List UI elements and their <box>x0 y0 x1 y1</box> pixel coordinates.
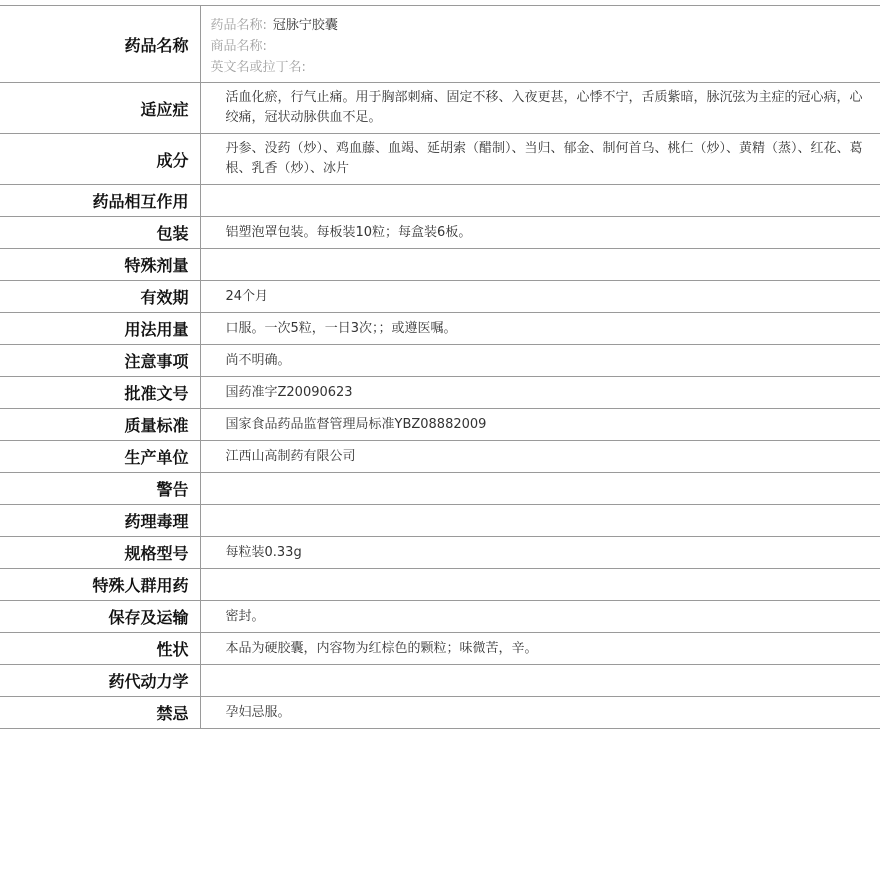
row-quality-standard <box>0 409 880 441</box>
row-specification <box>0 537 880 569</box>
generic-name-line <box>211 15 871 36</box>
row-label: 注意事项 <box>0 345 200 377</box>
row-value <box>200 569 880 601</box>
row-approval-number <box>0 377 880 409</box>
trade-name-key: 商品名称: <box>210 39 267 54</box>
row-usage-dosage <box>0 313 880 345</box>
row-label: 药理毒理 <box>0 505 200 537</box>
row-label: 包装 <box>0 217 200 249</box>
row-label: 用法用量 <box>0 313 200 345</box>
row-label: 规格型号 <box>0 537 200 569</box>
row-label: 质量标准 <box>0 409 200 441</box>
row-label: 警告 <box>0 473 200 505</box>
row-label: 适应症 <box>0 83 200 134</box>
row-label: 特殊剂量 <box>0 249 200 281</box>
row-ingredients <box>0 134 880 185</box>
row-manufacturer <box>0 441 880 473</box>
row-pharmacokinetics <box>0 665 880 697</box>
row-label: 保存及运输 <box>0 601 200 633</box>
latin-name-key: 英文名或拉丁名: <box>210 60 306 75</box>
row-special-dosage <box>0 249 880 281</box>
row-value: 孕妇忌服。 <box>200 697 880 729</box>
row-value: 口服。一次5粒，一日3次；；或遵医嘱。 <box>200 313 880 345</box>
row-value: 本品为硬胶囊，内容物为红棕色的颗粒；味微苦，辛。 <box>200 633 880 665</box>
row-label: 禁忌 <box>0 697 200 729</box>
row-indications <box>0 83 880 134</box>
row-label: 生产单位 <box>0 441 200 473</box>
row-precautions <box>0 345 880 377</box>
row-value: 国家食品药品监督管理局标准YBZ08882009 <box>200 409 880 441</box>
row-label: 特殊人群用药 <box>0 569 200 601</box>
row-contraindications <box>0 697 880 729</box>
drug-name-cell <box>200 6 880 83</box>
row-label: 成分 <box>0 134 200 185</box>
row-value <box>200 505 880 537</box>
row-shelf-life <box>0 281 880 313</box>
row-value: 每粒装0.33g <box>200 537 880 569</box>
row-value: 铝塑泡罩包装。每板装10粒；每盒装6板。 <box>200 217 880 249</box>
row-value: 密封。 <box>200 601 880 633</box>
trade-name-line <box>211 36 871 57</box>
row-pharmacology-toxicology <box>0 505 880 537</box>
row-label: 性状 <box>0 633 200 665</box>
row-value: 丹参、没药（炒）、鸡血藤、血竭、延胡索（醋制）、当归、郁金、制何首乌、桃仁（炒）、黄精（蒸）、红花、葛根、乳香（炒）、冰片 <box>200 134 880 185</box>
row-value: 国药准字Z20090623 <box>200 377 880 409</box>
row-label: 批准文号 <box>0 377 200 409</box>
row-interactions <box>0 185 880 217</box>
row-value: 24个月 <box>200 281 880 313</box>
row-label: 药代动力学 <box>0 665 200 697</box>
row-value <box>200 473 880 505</box>
generic-name-value: 冠脉宁胶囊 <box>272 18 338 33</box>
row-label: 有效期 <box>0 281 200 313</box>
row-value <box>200 249 880 281</box>
row-description <box>0 633 880 665</box>
row-packaging <box>0 217 880 249</box>
row-warning <box>0 473 880 505</box>
drug-info-table <box>0 5 880 729</box>
row-label: 药品相互作用 <box>0 185 200 217</box>
latin-name-line <box>211 57 871 78</box>
generic-name-key: 药品名称: <box>210 18 267 33</box>
row-storage-transport <box>0 601 880 633</box>
row-value: 活血化瘀，行气止痛。用于胸部刺痛、固定不移、入夜更甚，心悸不宁，舌质紫暗，脉沉弦为主症的冠心病，心绞痛，冠状动脉供血不足。 <box>200 83 880 134</box>
row-value: 尚不明确。 <box>200 345 880 377</box>
row-value: 江西山高制药有限公司 <box>200 441 880 473</box>
row-value <box>200 665 880 697</box>
row-special-populations <box>0 569 880 601</box>
row-value <box>200 185 880 217</box>
row-drug-name <box>0 6 880 83</box>
row-label: 药品名称 <box>0 6 200 83</box>
